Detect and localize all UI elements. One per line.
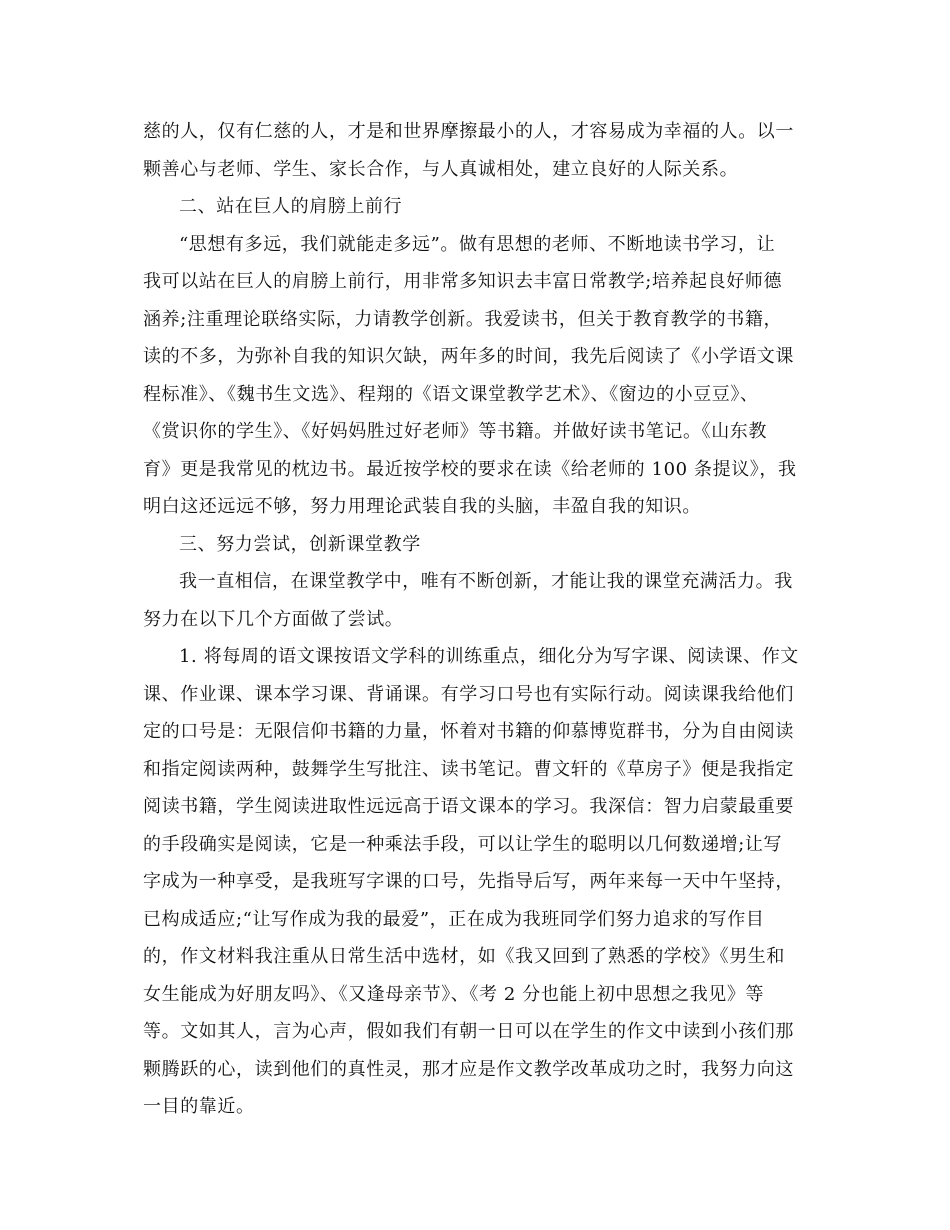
paragraph-line: 颗善心与老师、学生、家长合作，与人真诚相处，建立良好的人际关系。 [143,158,739,180]
paragraph-line: 阅读书籍，学生阅读进取性远远高于语文课本的学习。我深信：智力启蒙最重要 [143,796,794,817]
paragraph-line: 和指定阅读两种，鼓舞学生写批注、读书笔记。曹文轩的《草房子》便是我指定 [143,758,794,780]
paragraph-line: 的手段确实是阅读，它是一种乘法手段，可以让学生的聪明以几何数递增;让写 [143,833,783,855]
paragraph-line: 《赏识你的学生》、《好妈妈胜过好老师》等书籍。并做好读书笔记。《山东教 [143,421,767,442]
paragraph-line: 定的口号是：无限信仰书籍的力量，怀着对书籍的仰慕博览群书，分为自由阅读 [143,721,794,742]
paragraph-first-line: 1. 将每周的语文课按语文学科的训练重点，细化分为写字课、阅读课、作文 [179,646,799,667]
paragraph-line: 女生能成为好朋友吗》、《又逢母亲节》、《考 2 分也能上初中思想之我见》等 [143,983,765,1005]
paragraph-line: 一目的靠近。 [143,1096,255,1117]
paragraph-line: 慈的人，仅有仁慈的人，才是和世界摩擦最小的人，才容易成为幸福的人。以一 [143,121,794,142]
paragraph-line: 等。文如其人，言为心声，假如我们有朝一日可以在学生的作文中读到小孩们那 [143,1021,794,1042]
paragraph-line: 育》更是我常见的枕边书。最近按学校的要求在读《给老师的 100 条提议》，我 [143,458,797,480]
paragraph-line: 课、作业课、课本学习课、背诵课。有学习口号也有实际行动。阅读课我给他们 [143,683,794,705]
paragraph-first-line: 二、站在巨人的肩膀上前行 [179,196,403,217]
paragraph-line: 颗腾跃的心，读到他们的真性灵，那才应是作文教学改革成功之时，我努力向这 [143,1058,794,1080]
paragraph-line: 读的不多，为弥补自我的知识欠缺，两年多的时间，我先后阅读了《小学语文课 [143,346,794,367]
paragraph-line: 字成为一种享受，是我班写字课的口号，先指导后写，两年来每一天中午坚持， [143,871,794,892]
paragraph-line: 已构成适应;“让写作成为我的最爱”，正在成为我班同学们努力追求的写作目 [143,908,765,930]
paragraph-line: 我可以站在巨人的肩膀上前行，用非常多知识去丰富日常教学;培养起良好师德 [143,271,783,292]
document-body [143,116,811,1129]
paragraph-first-line: 我一直相信，在课堂教学中，唯有不断创新，才能让我的课堂充满活力。我 [179,571,793,592]
paragraph-line: 明白这还远远不够，努力用理论武装自我的头脑，丰盈自我的知识。 [143,496,701,517]
paragraph-line: 的，作文材料我注重从日常生活中选材，如《我又回到了熟悉的学校》《男生和 [143,946,785,967]
paragraph-line: 涵养;注重理论联络实际，力请教学创新。我爱读书，但关于教育教学的书籍， [143,308,783,330]
paragraph-line: 程标准》、《魏书生文选》、程翔的《语文课堂教学艺术》、《窗边的小豆豆》、 [143,383,759,405]
paragraph-line: 努力在以下几个方面做了尝试。 [143,608,404,630]
paragraph-first-line: 三、努力尝试，创新课堂教学 [179,533,421,555]
paragraph-first-line: “思想有多远，我们就能走多远”。做有思想的老师、不断地读书学习，让 [179,233,776,255]
